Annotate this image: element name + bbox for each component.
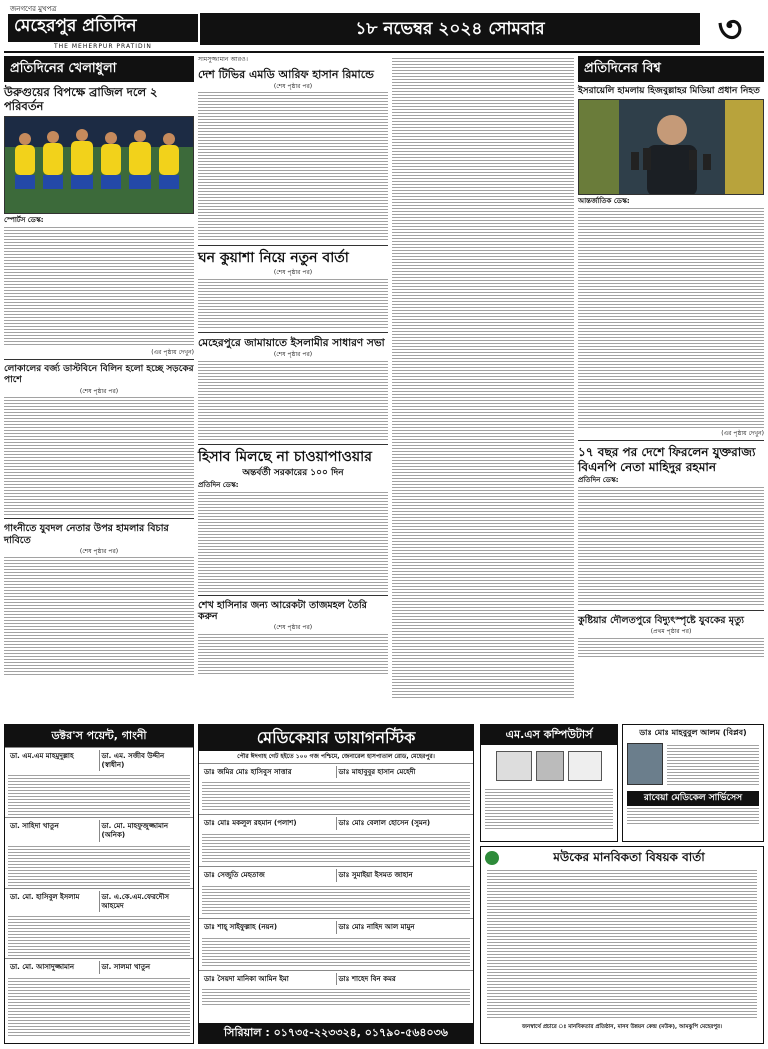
ad-doctor-name: ডা. মো. আসাদুজ্জামান bbox=[8, 961, 100, 974]
ad-doctor-name: ডাঃ মোঃ নাহিদ আল মামুন bbox=[338, 922, 415, 931]
story-fog-body bbox=[198, 279, 388, 329]
ad-mouk-body bbox=[487, 870, 757, 1020]
ad-doctor-name: ডাঃ শাহ্ সাইফুল্লাহ (নয়ন) bbox=[202, 921, 337, 934]
ad-computers-details bbox=[485, 789, 613, 829]
divider bbox=[198, 595, 388, 596]
story-daulatpur-body bbox=[578, 638, 764, 658]
story-mahidur-headline: ১৭ বছর পর দেশে ফিরলেন যুক্তরাজ্য বিএনপি নেতা মাহিদুর রহমান bbox=[578, 445, 756, 474]
ad-doctor-name: ডা. সালমা খাতুন bbox=[101, 963, 151, 972]
ad-doctor-details bbox=[202, 834, 470, 864]
story-garbage-headline: লোকালের বর্জ্য ডাস্টবিনে বিলিন হলো হচ্ছে সড়কের পাশে bbox=[4, 364, 194, 385]
ad-computers-title: এম.এস কম্পিউটার্স bbox=[481, 725, 617, 745]
ad-rabeya-content bbox=[623, 741, 763, 789]
world-photo bbox=[578, 99, 764, 195]
column-news-b bbox=[198, 56, 388, 676]
ad-doctors-point-title: ডক্টর'স পয়েন্ট, গাংনী bbox=[5, 725, 193, 747]
slogan: জনগণের মুখপত্র bbox=[10, 5, 57, 13]
newspaper-logo: মেহেরপুর প্রতিদিন bbox=[8, 14, 198, 42]
ad-doctor-details bbox=[202, 782, 470, 812]
world-headline: ইসরায়েলি হামলায় হিজবুল্লাহর মিডিয়া প্রধান নিহত bbox=[578, 86, 760, 97]
ad-doctor-row bbox=[199, 918, 473, 936]
sports-headline: উরুগুয়ের বিপক্ষে ব্রাজিল দলে ২ পরিবর্তন bbox=[4, 85, 158, 114]
ad-rabeya bbox=[622, 724, 764, 842]
divider bbox=[4, 359, 194, 360]
computer-icon bbox=[536, 751, 564, 781]
divider bbox=[198, 245, 388, 246]
ad-mouk-title: মউকের মানবিকতা বিষয়ক বার্তা bbox=[553, 850, 705, 864]
story-account-headline: হিসাব মিলছে না চাওয়াপাওয়ার bbox=[198, 448, 372, 465]
ad-doctor-row bbox=[199, 763, 473, 781]
ad-doctor-row bbox=[5, 888, 193, 915]
masthead bbox=[4, 3, 764, 53]
ad-doctor-name: ডাঃ সৈয়দা মানিকা আমিন ইমা bbox=[202, 973, 337, 986]
story-fog-byline: (শেষ পৃষ্ঠার পর) bbox=[273, 269, 313, 277]
story-account-body bbox=[198, 492, 388, 592]
ad-medicare-title: মেডিকেয়ার ডায়াগনস্টিক bbox=[199, 725, 473, 751]
ad-mouk bbox=[480, 846, 764, 1044]
story-jamaat-body bbox=[198, 361, 388, 441]
column-sports bbox=[4, 56, 194, 679]
divider bbox=[578, 610, 764, 611]
mouk-logo-icon bbox=[485, 851, 499, 865]
world-continued: (এর পৃষ্ঠায় দেখুন) bbox=[721, 429, 764, 437]
ad-rabeya-details bbox=[667, 745, 759, 785]
ad-doctor-name: ডা. সাহিদা খাতুন bbox=[8, 820, 100, 842]
ad-medicare bbox=[198, 724, 474, 1044]
story-jubadal-headline: গাংনীতে যুবদল নেতার উপর হামলার বিচার দাবিতে bbox=[4, 523, 169, 546]
divider bbox=[198, 332, 388, 333]
ad-doctor-name: ডা. মো. হাসিবুল ইসলাম bbox=[8, 891, 100, 913]
ad-doctor-details bbox=[202, 938, 470, 968]
camera-icon bbox=[568, 751, 602, 781]
story-tajmahal-headline: শেখ হাসিনার জন্য আরেকটা তাজমহল তৈরি করুন bbox=[198, 599, 367, 623]
story-jamaat-headline: মেহেরপুরে জামায়াতে ইসলামীর সাধারণ সভা bbox=[198, 336, 385, 349]
story-remand-byline: (শেষ পৃষ্ঠার পর) bbox=[273, 82, 313, 90]
ad-rabeya-address bbox=[627, 808, 759, 824]
story-mahidur-kicker: প্রতিদিন ডেস্ক: bbox=[578, 476, 619, 485]
ad-doctor-name: ডাঃ মাহাবুবুর হাসান মেহেদী bbox=[338, 767, 416, 776]
page-number: ৩ bbox=[717, 6, 743, 51]
ad-doctor-row bbox=[199, 866, 473, 884]
story-garbage-byline: (শেষ পৃষ্ঠার পর) bbox=[79, 387, 119, 395]
ad-doctor-row bbox=[199, 970, 473, 988]
sports-kicker: স্পোর্টস ডেস্ক: bbox=[4, 215, 44, 224]
ad-doctor-name: ডাঃ মোঃ বেলাল হোসেন (সুমন) bbox=[338, 819, 431, 828]
divider bbox=[4, 518, 194, 519]
sports-banner: প্রতিদিনের খেলাধুলা bbox=[4, 56, 194, 82]
doctor-avatar bbox=[627, 743, 663, 785]
story-account-subheadline: অন্তর্বর্তী সরকারের ১০০ দিন bbox=[242, 467, 344, 478]
sports-continued: (এর পৃষ্ঠায় দেখুন) bbox=[151, 348, 194, 356]
column-news-c bbox=[392, 56, 574, 700]
ad-doctor-row bbox=[5, 747, 193, 774]
ad-doctor-row bbox=[199, 814, 473, 832]
story-jamaat-byline: (শেষ পৃষ্ঠার পর) bbox=[273, 351, 313, 359]
ad-doctor-details bbox=[8, 916, 190, 956]
divider bbox=[578, 440, 764, 441]
ad-doctor-name: ডাঃ সুমাইয়া ইসমত জাহান bbox=[338, 871, 413, 879]
story-daulatpur-headline: কুষ্টিয়ার দৌলতপুরে বিদ্যুৎস্পৃষ্টে যুবকের মৃত্যু bbox=[578, 614, 744, 626]
ad-doctor-name: ডা. এম.এম মাহমুদুল্লাহ bbox=[8, 750, 100, 772]
story-tajmahal-byline: (শেষ পৃষ্ঠার পর) bbox=[273, 624, 313, 632]
ad-doctor-name: ডাঃ শাহেদ বিন কমর bbox=[338, 974, 396, 983]
printer-icon bbox=[496, 751, 532, 781]
ad-rabeya-doctor: ডাঃ মোঃ মাহবুবুল আলম (বিপ্লব) bbox=[639, 728, 747, 737]
ad-rabeya-clinic: রাবেয়া মেডিকেল সার্ভিসেস bbox=[627, 791, 759, 806]
divider bbox=[198, 444, 388, 445]
ad-computers-graphics bbox=[481, 745, 617, 787]
world-banner: প্রতিদিনের বিশ্ব bbox=[578, 56, 764, 82]
logo-subtitle: THE MEHERPUR PRATIDIN bbox=[54, 43, 152, 50]
ad-doctor-name: ডাঃ সেজুতি মেহতাজ bbox=[202, 869, 337, 882]
story-account-kicker: প্রতিদিন ডেস্ক: bbox=[198, 480, 239, 489]
ad-doctor-name: ডা. মো. মাহফুজুজ্জামান (অনিক) bbox=[101, 822, 169, 839]
story-remand-body bbox=[198, 92, 388, 242]
ad-doctor-name: ডাঃ মোঃ মকলুল রহমান (পলাশ) bbox=[202, 817, 337, 830]
column-c-body bbox=[392, 58, 574, 698]
world-body bbox=[578, 208, 764, 428]
story-daulatpur-byline: (প্রথম পৃষ্ঠার পর) bbox=[650, 628, 692, 636]
ad-doctor-name: ডা. এম. সজীব উদ্দীন (স্বাধীন) bbox=[101, 751, 165, 769]
ad-medicare-phone: সিরিয়াল : ০১৭৩৫-২২৩৩২৪, ০১৭৯০-৫৬৪০৩৬ bbox=[199, 1023, 473, 1043]
ad-doctors-point bbox=[4, 724, 194, 1044]
story-garbage-body bbox=[4, 397, 194, 515]
story-tajmahal-body bbox=[198, 634, 388, 674]
world-kicker: আন্তর্জাতিক ডেস্ক: bbox=[578, 197, 630, 206]
story-jubadal-body bbox=[4, 557, 194, 677]
ad-doctor-details bbox=[8, 978, 190, 1038]
story-fog-headline: ঘন কুয়াশা নিয়ে নতুন বার্তা bbox=[198, 250, 349, 267]
ad-mouk-footer: জনস্বার্থে প্রচারে ঃ মানবিকতার প্রতিষ্ঠান, মানব উন্নয়ন কেন্দ্র (মউক), আমঝুপি মেহেরপুর। bbox=[521, 1024, 723, 1030]
sports-photo bbox=[4, 116, 194, 214]
story-mahidur-body bbox=[578, 487, 764, 607]
ad-doctor-details bbox=[8, 775, 190, 815]
lead-continuation: সামসুজ্জামান আরও। bbox=[198, 56, 248, 63]
ad-doctor-name: ডা. এ.কে.এম.ফেরদৌস আহমেদ bbox=[101, 892, 169, 910]
ad-doctor-row bbox=[5, 958, 193, 976]
ad-computers bbox=[480, 724, 618, 842]
ad-doctor-details bbox=[8, 846, 190, 886]
ad-medicare-subtitle: পৌর ঈদগাহ গেট হইতে ১০০ গজ পশ্চিমে, জেনারেল হাসপাতাল রোড, মেহেরপুর। bbox=[237, 753, 435, 760]
column-world bbox=[578, 56, 764, 660]
ad-doctor-details bbox=[202, 989, 470, 1005]
story-remand-headline: দেশ টিভির এমডি আরিফ হাসান রিমান্ডে bbox=[198, 67, 374, 81]
sports-body bbox=[4, 227, 194, 347]
ad-mouk-header bbox=[481, 847, 763, 868]
ad-doctor-name: ডাঃ জমির মোঃ হাসিবুস সাত্তার bbox=[202, 766, 337, 779]
story-jubadal-byline: (শেষ পৃষ্ঠার পর) bbox=[79, 547, 119, 555]
ad-doctor-row bbox=[5, 817, 193, 844]
dateline: ১৮ নভেম্বর ২০২৪ সোমবার bbox=[200, 13, 700, 45]
ad-doctor-details bbox=[202, 886, 470, 916]
